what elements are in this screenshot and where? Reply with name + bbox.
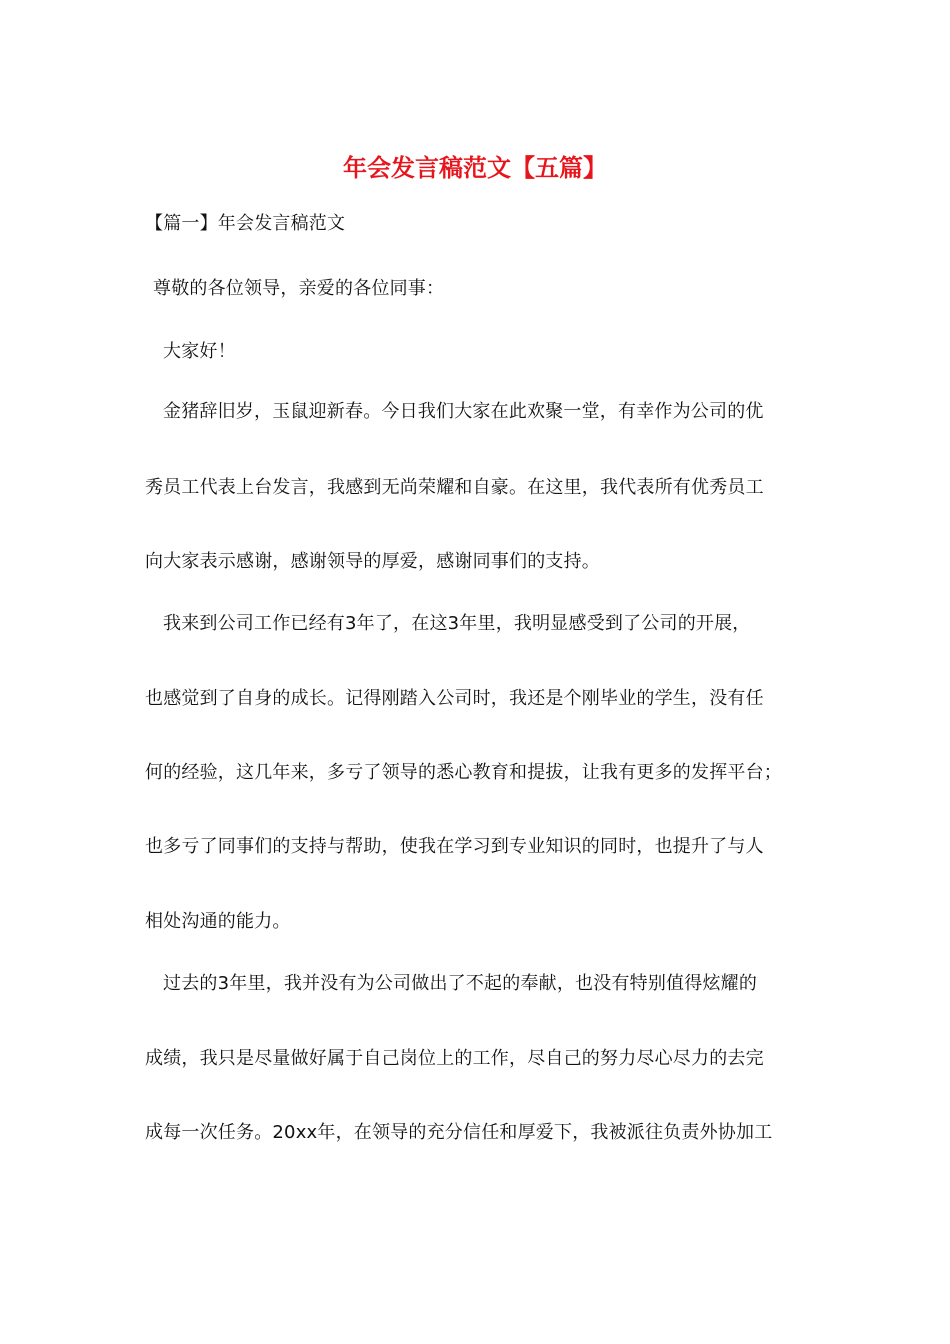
paragraph-line: 也感觉到了自身的成长。记得刚踏入公司时，我还是个刚毕业的学生，没有任 xyxy=(145,688,764,709)
paragraph-line: 向大家表示感谢，感谢领导的厚爱，感谢同事们的支持。 xyxy=(145,551,600,572)
salutation: 尊敬的各位领导，亲爱的各位同事： xyxy=(153,278,445,299)
paragraph-line: 成绩，我只是尽量做好属于自己岗位上的工作，尽自己的努力尽心尽力的去完 xyxy=(145,1048,764,1069)
greeting: 大家好！ xyxy=(163,341,236,362)
paragraph-line: 成每一次任务。20xx年，在领导的充分信任和厚爱下，我被派往负责外协加工 xyxy=(145,1122,773,1143)
paragraph-line: 秀员工代表上台发言，我感到无尚荣耀和自豪。在这里，我代表所有优秀员工 xyxy=(145,477,764,498)
paragraph-line: 也多亏了同事们的支持与帮助，使我在学习到专业知识的同时，也提升了与人 xyxy=(145,836,764,857)
paragraph-line: 相处沟通的能力。 xyxy=(145,911,291,932)
document-title: 年会发言稿范文【五篇】 xyxy=(343,153,607,182)
paragraph-line: 过去的3年里，我并没有为公司做出了不起的奉献，也没有特别值得炫耀的 xyxy=(163,973,758,994)
section-heading: 【篇一】年会发言稿范文 xyxy=(145,213,346,234)
paragraph-line: 何的经验，这几年来，多亏了领导的悉心教育和提拔，让我有更多的发挥平台； xyxy=(145,762,782,783)
paragraph-line: 我来到公司工作已经有3年了，在这3年里，我明显感受到了公司的开展， xyxy=(163,613,751,634)
paragraph-line: 金猪辞旧岁，玉鼠迎新春。今日我们大家在此欢聚一堂，有幸作为公司的优 xyxy=(163,401,764,422)
